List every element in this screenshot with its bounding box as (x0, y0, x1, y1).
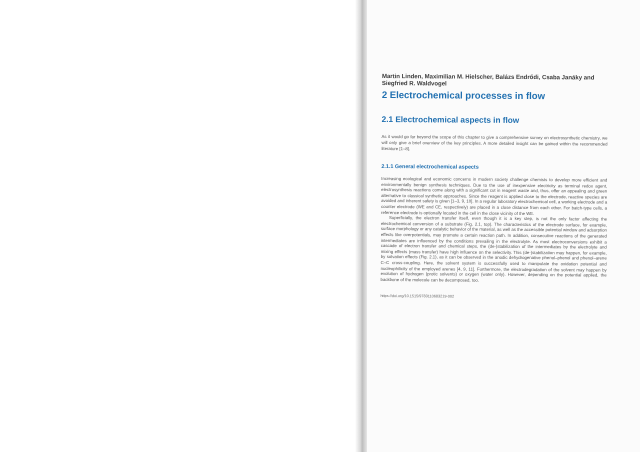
body-text (381, 176, 608, 284)
page-content (380, 74, 608, 300)
chapter-authors: Martin Linden, Maximilian M. Hielscher, Balázs Endrődi, Csaba Janáky and Siegfried R. Waldvogel (381, 74, 595, 88)
body-paragraph: Superficially, the electron transfer itself, even though it is a key step, is not the only factor affecting the electrochemical conversion of a substrate (Fig. 2.1, top). The characteristics of the electrode surface, for example, surface morphology or any catalytic behavior of the material, as well as the accessible potential window and adsorption effects like overpotentials, may promote a certain reaction path. In addition, consecutive reactions of the generated intermediates are influenced by the conditions prevailing in the electrolyte. As most electroconversions exhibit a cascade of electron transfer and chemical steps, the (de-)stabilization of the intermediates by the electrolyte and mixing effects (mass transfer) have high influence on the selectivity. This (de-)stabilization may happen, for example, by solvation effects (Fig. 2.1), as it can be observed in the anodic dehydrogenative phenol–phenol and phenol–arene C–C cross-coupling. Here, the solvent system is successfully used to manipulate the oxidation potential and nucleophilicity of the employed arenes [4, 9, 11]. Furthermore, the electrodegradation of the solvent may happen by evolution of hydrogen (protic solvents) or oxygen (water only). However, depending on the potential applied, the backbone of the molecule can be decomposed, too. (380, 215, 608, 283)
body-paragraph: Increasing ecological and economic concerns in modern society challenge chemists to develop more efficient and environmentally benign synthesis techniques. Due to the use of inexpensive electricity as terminal redox agent, electrosynthesis reactions come along with a significant cut in reagent waste and, thus, offer an appealing and green alternative to classical synthetic approaches. Since the reagent is applied close to the electrode, reactive species are avoided and inherent safety is given [1–3, 9, 10]. In a regular laboratory electrochemical cell, a working electrode and a counter electrode (WE and CE, respectively) are placed in a close distance from each other. For batch-type cells, a reference electrode is optionally located in the cell in the close vicinity of the WE. (381, 175, 608, 216)
subsection-title: 2.1.1 General electrochemical aspects (381, 163, 479, 171)
book-gutter (355, 0, 367, 452)
section-title: 2.1 Electrochemical aspects in flow (381, 114, 520, 125)
chapter-title: 2 Electrochemical processes in flow (381, 89, 546, 103)
doi-link[interactable]: https://doi.org/10.1515/9783110683219-002 (380, 294, 455, 299)
intro-paragraph: As it would go far beyond the scope of this chapter to give a comprehensive survey on electrosynthetic chemistry, we will only give a brief overview of the key principles. A more detailed insight can be gained within the recommended literature [1–8]. (381, 133, 608, 152)
